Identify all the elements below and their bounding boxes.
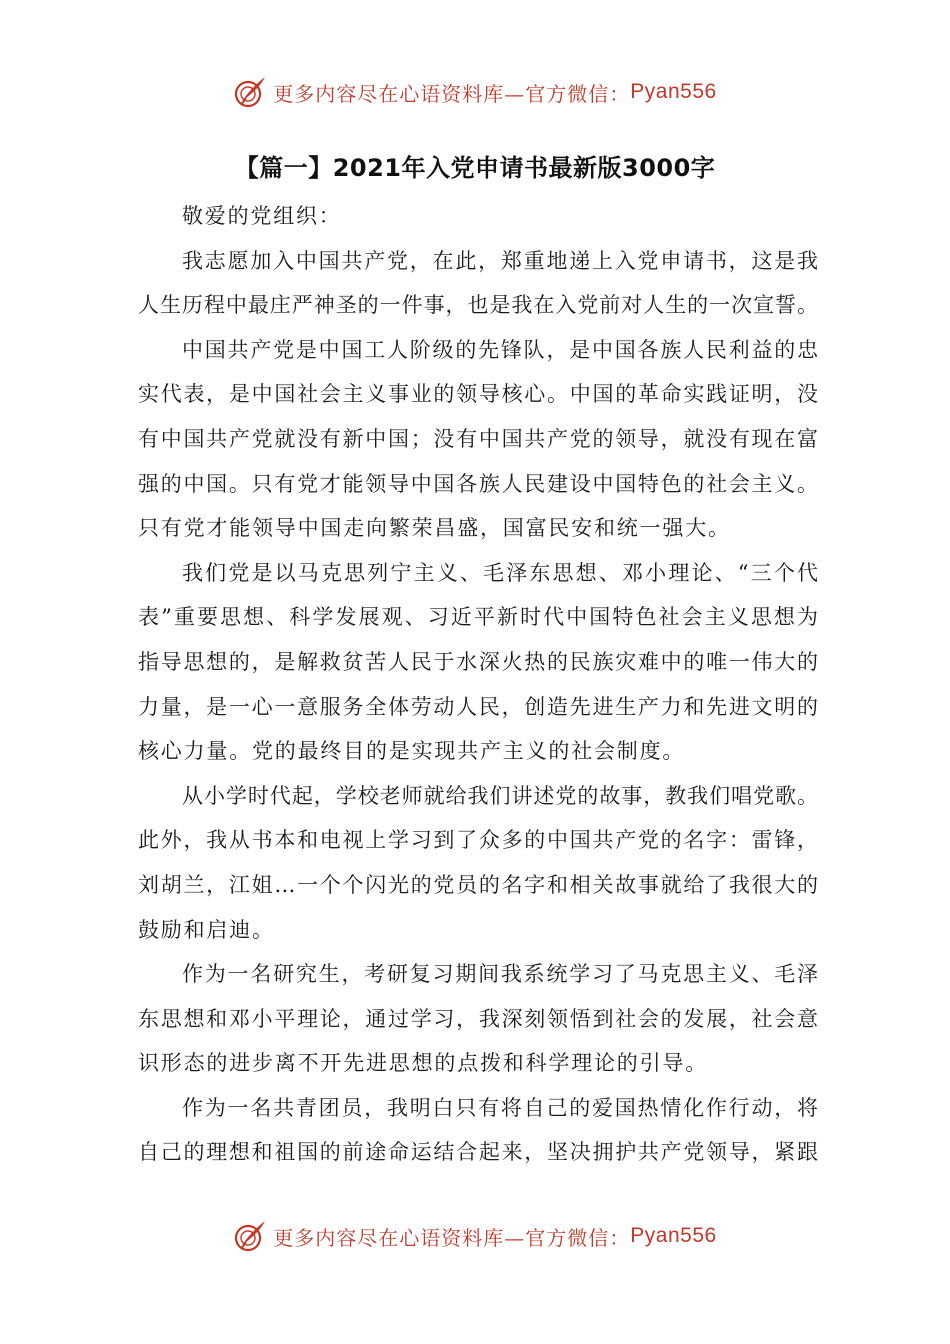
- body-line: 指导思想的，是解救贫苦人民于水深火热的民族灾难中的唯一伟大的: [138, 649, 818, 674]
- body-line: 东思想和邓小平理论，通过学习，我深刻领悟到社会的发展，社会意: [138, 1006, 818, 1031]
- document-title: 【篇一】2021年入党申请书最新版3000字: [234, 154, 716, 182]
- body-line: 识形态的进步离不开先进思想的点拨和科学理论的引导。: [138, 1051, 708, 1076]
- body-line: 此外，我从书本和电视上学习到了众多的中国共产党的名字：雷锋，: [138, 828, 818, 853]
- body-line: 实代表，是中国社会主义事业的领导核心。中国的革命实践证明，没: [138, 382, 818, 407]
- banner-text: 更多内容尽在心语资料库—官方微信：: [273, 81, 631, 106]
- body-line: 从小学时代起，学校老师就给我们讲述党的故事，教我们唱党歌。: [182, 783, 818, 808]
- body-line: 有中国共产党就没有新中国；没有中国共产党的领导，就没有现在富: [138, 426, 818, 451]
- banner-wechat-handle: Pyan556: [630, 80, 717, 103]
- footer-banner: [0, 1214, 950, 1258]
- body-line: 自己的理想和祖国的前途命运结合起来，坚决拥护共产党领导，紧跟: [138, 1140, 818, 1165]
- banner-text: 更多内容尽在心语资料库—官方微信：: [273, 1225, 631, 1250]
- body-line: 作为一名共青团员，我明白只有将自己的爱国热情化作行动，将: [182, 1095, 818, 1120]
- banner-wechat-handle: Pyan556: [630, 1224, 717, 1247]
- document-body: [138, 194, 818, 1175]
- body-line: 敬爱的党组织：: [182, 204, 342, 228]
- body-line: 表”重要思想、科学发展观、习近平新时代中国特色社会主义思想为: [138, 605, 818, 630]
- body-line: 核心力量。党的最终目的是实现共产主义的社会制度。: [138, 739, 686, 764]
- body-line: 强的中国。只有党才能领导中国各族人民建设中国特色的社会主义。: [138, 471, 818, 496]
- body-line: 中国共产党是中国工人阶级的先锋队，是中国各族人民利益的忠: [182, 337, 818, 362]
- body-line: 人生历程中最庄严神圣的一件事，也是我在入党前对人生的一次宣誓。: [138, 293, 818, 318]
- body-line: 刘胡兰，江姐…一个个闪光的党员的名字和相关故事就给了我很大的: [138, 872, 818, 897]
- body-line: 作为一名研究生，考研复习期间我系统学习了马克思主义、毛泽: [182, 962, 818, 987]
- header-banner: [0, 70, 950, 114]
- body-line: 我们党是以马克思列宁主义、毛泽东思想、邓小理论、“三个代: [182, 560, 818, 585]
- body-line: 鼓励和启迪。: [138, 917, 275, 942]
- body-line: 只有党才能领导中国走向繁荣昌盛，国富民安和统一强大。: [138, 516, 731, 541]
- body-line: 力量，是一心一意服务全体劳动人民，创造先进生产力和先进文明的: [138, 694, 818, 719]
- quill-seal-logo-icon: [233, 75, 267, 109]
- quill-seal-logo-icon: [233, 1219, 267, 1253]
- body-line: 我志愿加入中国共产党，在此，郑重地递上入党申请书，这是我: [182, 248, 818, 273]
